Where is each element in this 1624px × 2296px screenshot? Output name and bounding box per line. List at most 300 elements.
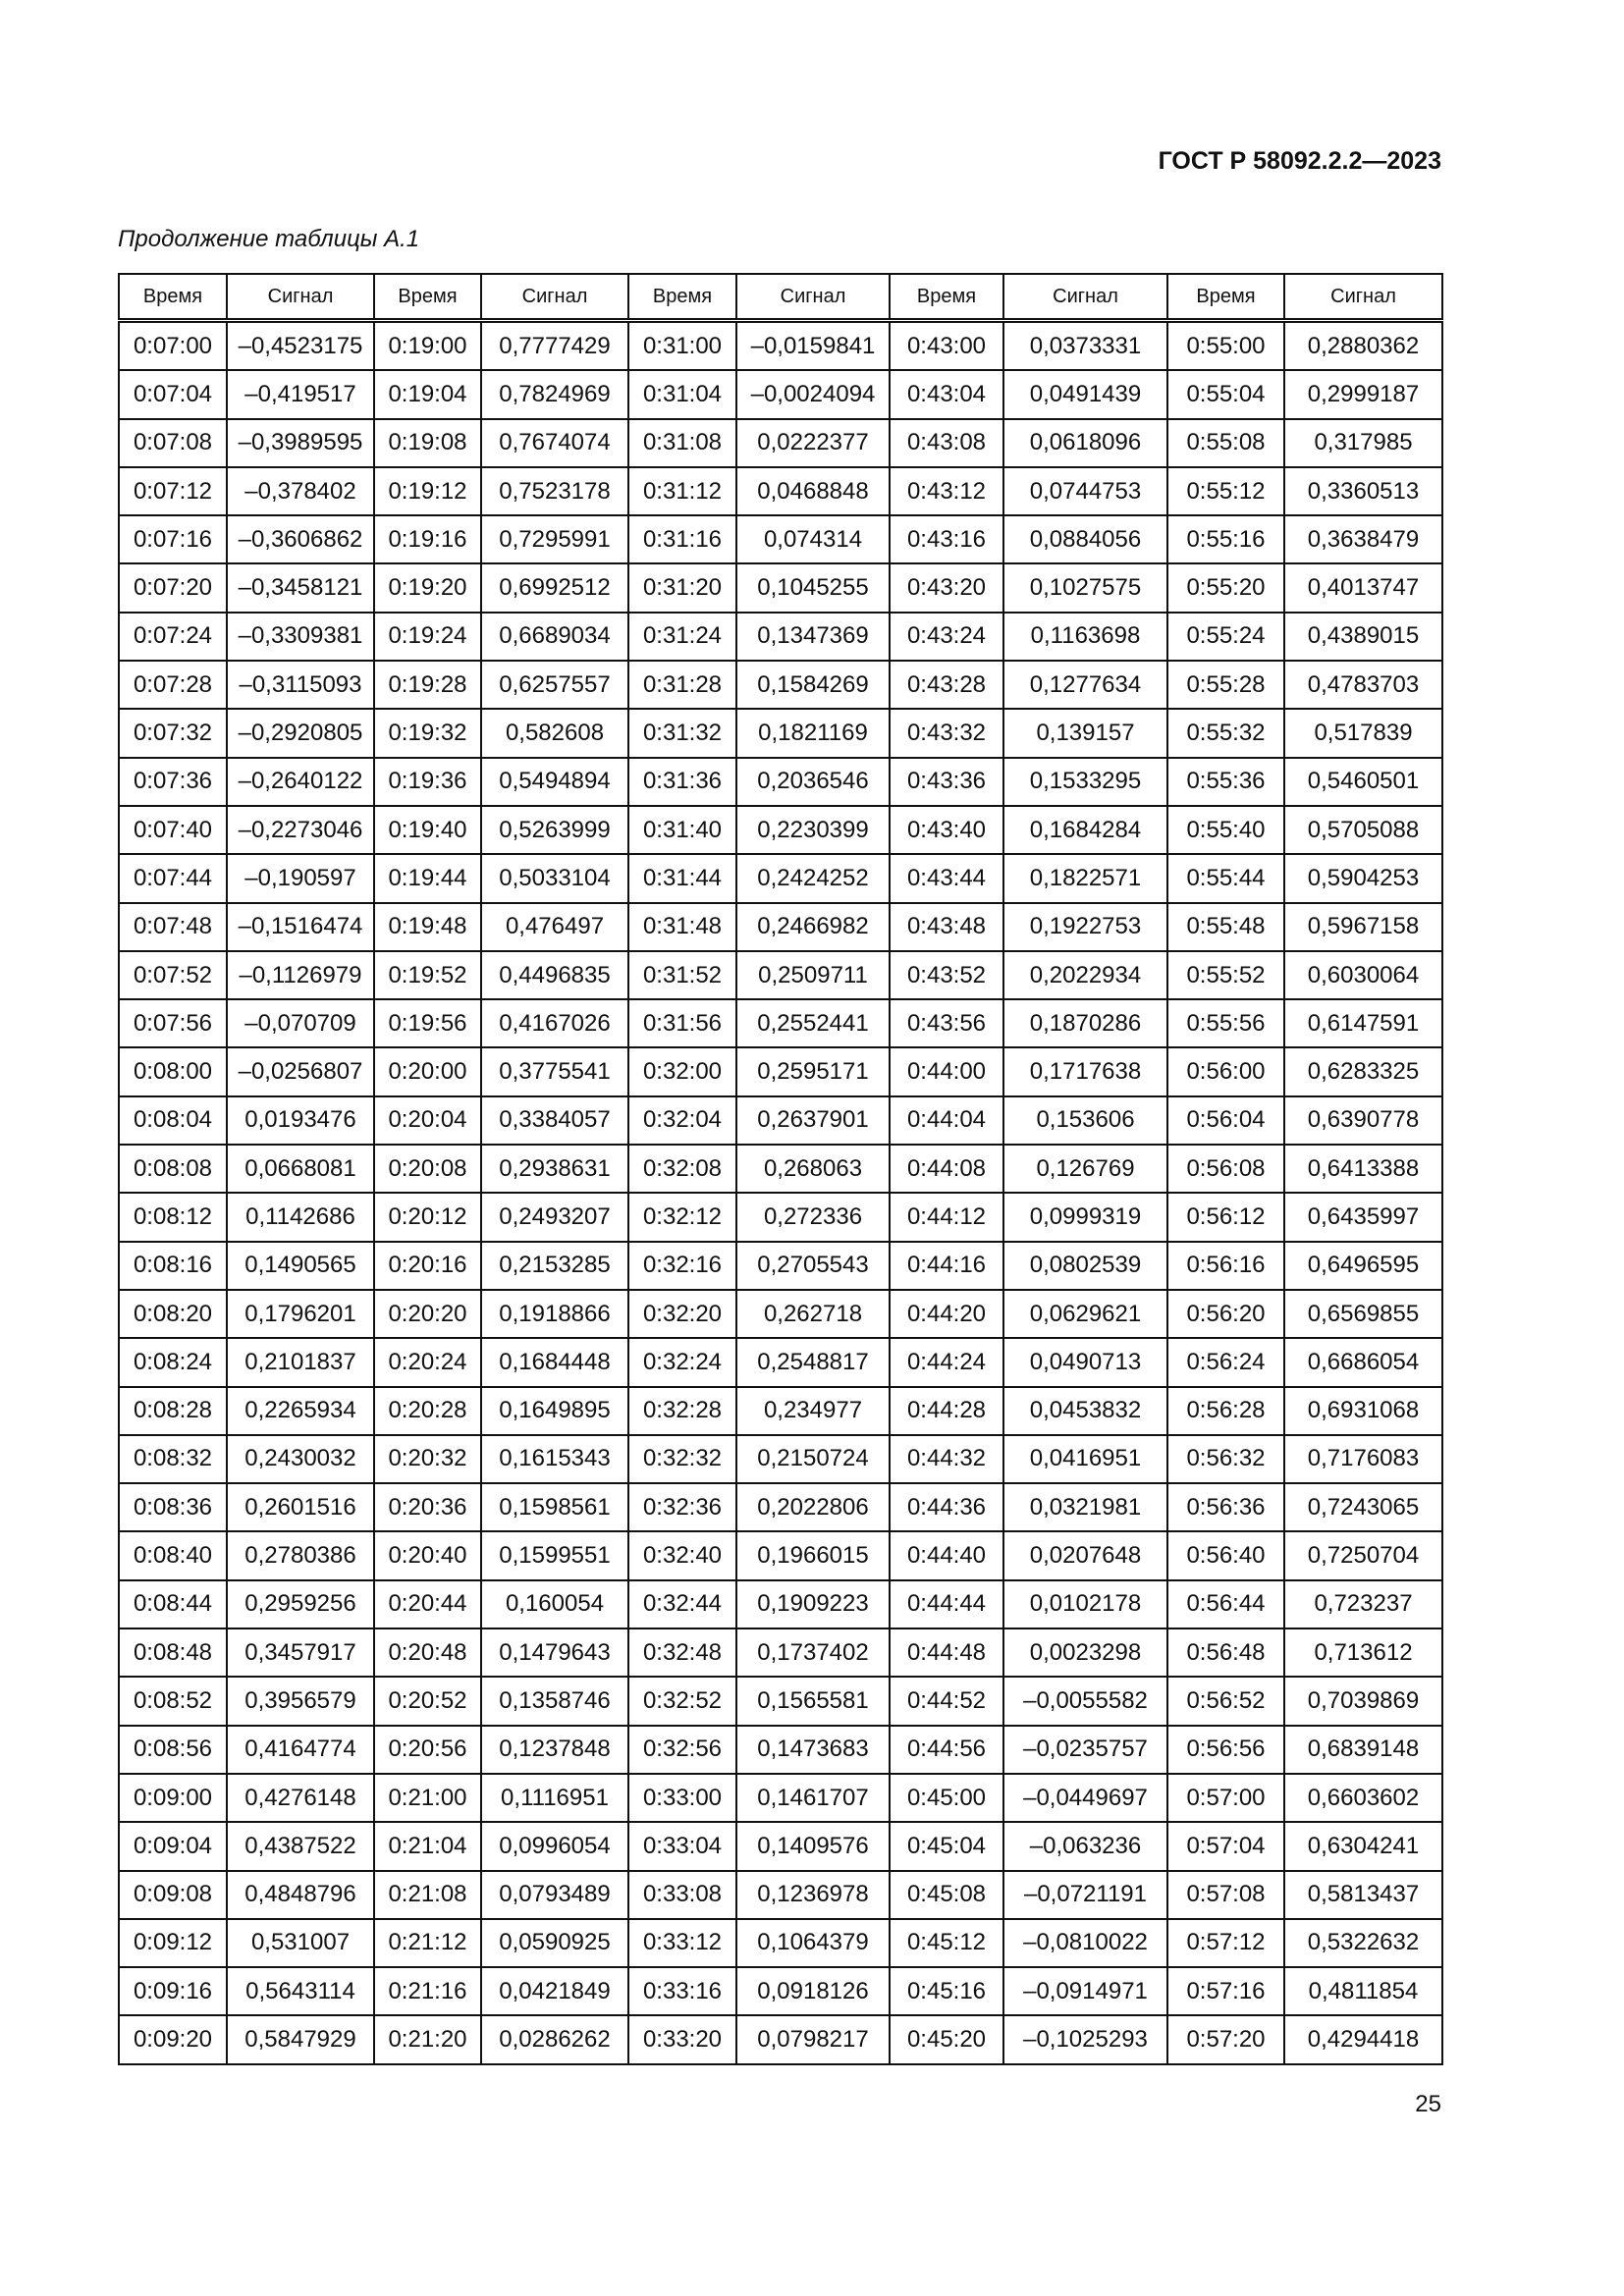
time-cell: 0:19:32 [374,709,481,757]
table-row [119,1435,1442,1483]
time-cell: 0:43:56 [890,999,1003,1047]
table-row [119,1242,1442,1290]
signal-cell: 0,1909223 [736,1580,890,1629]
table-row [119,1387,1442,1435]
time-cell: 0:31:04 [628,370,736,418]
time-cell: 0:45:04 [890,1822,1003,1870]
signal-cell: 0,0999319 [1003,1193,1167,1241]
time-cell: 0:07:48 [119,903,227,951]
signal-cell: –0,190597 [227,854,374,902]
column-header-time: Время [628,274,736,321]
signal-cell: 0,5813437 [1284,1871,1442,1919]
time-cell: 0:08:32 [119,1435,227,1483]
signal-cell: 0,3638479 [1284,515,1442,563]
signal-cell: 0,2466982 [736,903,890,951]
signal-cell: 0,7250704 [1284,1531,1442,1579]
signal-cell: 0,1737402 [736,1629,890,1677]
signal-cell: 0,0468848 [736,467,890,515]
time-cell: 0:56:44 [1167,1580,1284,1629]
time-cell: 0:20:36 [374,1483,481,1531]
signal-cell: 0,582608 [481,709,628,757]
time-cell: 0:55:16 [1167,515,1284,563]
time-cell: 0:57:04 [1167,1822,1284,1870]
signal-cell: –0,0810022 [1003,1919,1167,1967]
signal-cell: –0,0235757 [1003,1726,1167,1774]
time-cell: 0:33:08 [628,1871,736,1919]
time-cell: 0:19:08 [374,419,481,467]
time-cell: 0:44:36 [890,1483,1003,1531]
time-cell: 0:08:12 [119,1193,227,1241]
time-cell: 0:32:32 [628,1435,736,1483]
signal-cell: –0,070709 [227,999,374,1047]
time-cell: 0:55:04 [1167,370,1284,418]
signal-cell: –0,0256807 [227,1047,374,1095]
time-cell: 0:55:24 [1167,613,1284,661]
time-cell: 0:56:28 [1167,1387,1284,1435]
time-cell: 0:43:16 [890,515,1003,563]
time-cell: 0:44:56 [890,1726,1003,1774]
time-cell: 0:33:16 [628,1967,736,2015]
time-cell: 0:45:08 [890,1871,1003,1919]
time-cell: 0:31:24 [628,613,736,661]
time-cell: 0:32:24 [628,1338,736,1386]
table-row [119,758,1442,806]
time-cell: 0:57:16 [1167,1967,1284,2015]
signal-cell: 0,5263999 [481,806,628,854]
signal-cell: –0,1025293 [1003,2015,1167,2063]
signal-cell: 0,5967158 [1284,903,1442,951]
signal-cell: 0,1237848 [481,1726,628,1774]
time-cell: 0:09:20 [119,2015,227,2063]
signal-cell: 0,5643114 [227,1967,374,2015]
time-cell: 0:32:48 [628,1629,736,1677]
time-cell: 0:43:08 [890,419,1003,467]
time-cell: 0:56:52 [1167,1677,1284,1725]
signal-cell: –0,1126979 [227,951,374,999]
signal-cell: 0,7824969 [481,370,628,418]
signal-cell: 0,1684284 [1003,806,1167,854]
time-cell: 0:55:56 [1167,999,1284,1047]
time-cell: 0:19:04 [374,370,481,418]
time-cell: 0:56:32 [1167,1435,1284,1483]
signal-cell: 0,4167026 [481,999,628,1047]
table-row [119,370,1442,418]
table-row [119,1096,1442,1145]
time-cell: 0:08:40 [119,1531,227,1579]
time-cell: 0:20:32 [374,1435,481,1483]
signal-cell: 0,0102178 [1003,1580,1167,1629]
signal-cell: 0,0618096 [1003,419,1167,467]
time-cell: 0:19:48 [374,903,481,951]
column-header-time: Время [374,274,481,321]
time-cell: 0:07:32 [119,709,227,757]
signal-cell: 0,5322632 [1284,1919,1442,1967]
time-cell: 0:43:20 [890,563,1003,612]
time-cell: 0:57:20 [1167,2015,1284,2063]
signal-cell: 0,1822571 [1003,854,1167,902]
time-cell: 0:31:08 [628,419,736,467]
signal-cell: 0,262718 [736,1290,890,1338]
table-row [119,1047,1442,1095]
time-cell: 0:56:40 [1167,1531,1284,1579]
signal-cell: 0,2548817 [736,1338,890,1386]
table-row [119,1774,1442,1822]
time-cell: 0:09:08 [119,1871,227,1919]
signal-cell: 0,4783703 [1284,661,1442,709]
signal-cell: 0,2493207 [481,1193,628,1241]
time-cell: 0:43:44 [890,854,1003,902]
time-cell: 0:20:20 [374,1290,481,1338]
signal-cell: 0,4811854 [1284,1967,1442,2015]
signal-cell: 0,6413388 [1284,1145,1442,1193]
signal-cell: 0,1796201 [227,1290,374,1338]
signal-cell: 0,4496835 [481,951,628,999]
signal-cell: –0,063236 [1003,1822,1167,1870]
time-cell: 0:33:20 [628,2015,736,2063]
time-cell: 0:07:24 [119,613,227,661]
time-cell: 0:55:36 [1167,758,1284,806]
time-cell: 0:31:36 [628,758,736,806]
table-row [119,1580,1442,1629]
signal-cell: 0,1142686 [227,1193,374,1241]
signal-cell: 0,2230399 [736,806,890,854]
time-cell: 0:55:52 [1167,951,1284,999]
time-cell: 0:20:28 [374,1387,481,1435]
time-cell: 0:44:52 [890,1677,1003,1725]
time-cell: 0:56:24 [1167,1338,1284,1386]
table-row [119,1629,1442,1677]
signal-cell: 0,6390778 [1284,1096,1442,1145]
time-cell: 0:44:12 [890,1193,1003,1241]
time-cell: 0:07:00 [119,321,227,371]
time-cell: 0:07:44 [119,854,227,902]
time-cell: 0:20:52 [374,1677,481,1725]
table-row [119,1726,1442,1774]
time-cell: 0:09:04 [119,1822,227,1870]
time-cell: 0:08:04 [119,1096,227,1145]
table-row [119,321,1442,371]
signal-cell: 0,4848796 [227,1871,374,1919]
signal-cell: 0,2601516 [227,1483,374,1531]
time-cell: 0:32:36 [628,1483,736,1531]
signal-cell: 0,2036546 [736,758,890,806]
table-row [119,854,1442,902]
signal-cell: 0,6147591 [1284,999,1442,1047]
time-cell: 0:07:16 [119,515,227,563]
time-cell: 0:44:28 [890,1387,1003,1435]
time-cell: 0:44:44 [890,1580,1003,1629]
signal-cell: 0,0490713 [1003,1338,1167,1386]
time-cell: 0:20:44 [374,1580,481,1629]
signal-cell: –0,3458121 [227,563,374,612]
signal-cell: 0,0222377 [736,419,890,467]
signal-cell: 0,0884056 [1003,515,1167,563]
signal-cell: 0,6257557 [481,661,628,709]
time-cell: 0:43:12 [890,467,1003,515]
table-row [119,1871,1442,1919]
signal-cell: 0,160054 [481,1580,628,1629]
time-cell: 0:32:12 [628,1193,736,1241]
time-cell: 0:56:04 [1167,1096,1284,1145]
time-cell: 0:56:08 [1167,1145,1284,1193]
table-row [119,1290,1442,1338]
time-cell: 0:19:00 [374,321,481,371]
time-cell: 0:19:44 [374,854,481,902]
signal-cell: 0,5494894 [481,758,628,806]
time-cell: 0:31:28 [628,661,736,709]
time-cell: 0:33:00 [628,1774,736,1822]
time-cell: 0:44:20 [890,1290,1003,1338]
time-cell: 0:57:00 [1167,1774,1284,1822]
table-row [119,419,1442,467]
time-cell: 0:44:04 [890,1096,1003,1145]
signal-cell: 0,3457917 [227,1629,374,1677]
signal-cell: 0,2150724 [736,1435,890,1483]
column-header-time: Время [1167,274,1284,321]
standard-number: ГОСТ Р 58092.2.2—2023 [1158,147,1441,175]
signal-cell: 0,2101837 [227,1338,374,1386]
signal-cell: 0,5904253 [1284,854,1442,902]
table-row [119,1338,1442,1386]
time-cell: 0:07:20 [119,563,227,612]
signal-cell: 0,6569855 [1284,1290,1442,1338]
time-cell: 0:08:48 [119,1629,227,1677]
time-cell: 0:08:28 [119,1387,227,1435]
signal-cell: 0,1358746 [481,1677,628,1725]
signal-cell: 0,6030064 [1284,951,1442,999]
signal-cell: 0,3360513 [1284,467,1442,515]
time-cell: 0:45:12 [890,1919,1003,1967]
time-cell: 0:56:36 [1167,1483,1284,1531]
signal-cell: 0,2999187 [1284,370,1442,418]
time-cell: 0:56:48 [1167,1629,1284,1677]
signal-cell: 0,1584269 [736,661,890,709]
signal-cell: 0,2959256 [227,1580,374,1629]
time-cell: 0:20:16 [374,1242,481,1290]
signal-cell: –0,0914971 [1003,1967,1167,2015]
time-cell: 0:57:12 [1167,1919,1284,1967]
time-cell: 0:07:08 [119,419,227,467]
signal-cell: 0,139157 [1003,709,1167,757]
signal-cell: 0,1473683 [736,1726,890,1774]
signal-cell: 0,5460501 [1284,758,1442,806]
time-cell: 0:33:12 [628,1919,736,1967]
time-cell: 0:20:04 [374,1096,481,1145]
time-cell: 0:45:16 [890,1967,1003,2015]
signal-cell: 0,4276148 [227,1774,374,1822]
table-row [119,661,1442,709]
signal-cell: –0,0449697 [1003,1774,1167,1822]
time-cell: 0:21:00 [374,1774,481,1822]
signal-cell: 0,1163698 [1003,613,1167,661]
column-header-signal: Сигнал [227,274,374,321]
signal-cell: 0,2153285 [481,1242,628,1290]
signal-table [118,273,1443,2065]
time-cell: 0:31:44 [628,854,736,902]
time-cell: 0:31:48 [628,903,736,951]
time-cell: 0:20:00 [374,1047,481,1095]
time-cell: 0:44:32 [890,1435,1003,1483]
time-cell: 0:55:08 [1167,419,1284,467]
signal-cell: 0,1717638 [1003,1047,1167,1095]
time-cell: 0:55:44 [1167,854,1284,902]
column-header-signal: Сигнал [1284,274,1442,321]
time-cell: 0:43:28 [890,661,1003,709]
time-cell: 0:43:48 [890,903,1003,951]
signal-cell: 0,6689034 [481,613,628,661]
signal-cell: –0,0055582 [1003,1677,1167,1725]
time-cell: 0:56:56 [1167,1726,1284,1774]
signal-cell: –0,419517 [227,370,374,418]
signal-cell: 0,517839 [1284,709,1442,757]
signal-cell: 0,1347369 [736,613,890,661]
time-cell: 0:57:08 [1167,1871,1284,1919]
time-cell: 0:21:20 [374,2015,481,2063]
time-cell: 0:32:40 [628,1531,736,1579]
time-cell: 0:08:52 [119,1677,227,1725]
signal-cell: 0,0996054 [481,1822,628,1870]
time-cell: 0:19:52 [374,951,481,999]
signal-cell: –0,3115093 [227,661,374,709]
time-cell: 0:32:04 [628,1096,736,1145]
signal-cell: –0,0159841 [736,321,890,371]
signal-cell: 0,1870286 [1003,999,1167,1047]
signal-cell: 0,1918866 [481,1290,628,1338]
table-row [119,2015,1442,2063]
time-cell: 0:20:56 [374,1726,481,1774]
signal-cell: 0,3775541 [481,1047,628,1095]
time-cell: 0:31:12 [628,467,736,515]
signal-cell: 0,234977 [736,1387,890,1435]
time-cell: 0:20:08 [374,1145,481,1193]
time-cell: 0:32:00 [628,1047,736,1095]
time-cell: 0:43:52 [890,951,1003,999]
time-cell: 0:21:16 [374,1967,481,2015]
signal-cell: 0,1409576 [736,1822,890,1870]
signal-cell: 0,126769 [1003,1145,1167,1193]
time-cell: 0:55:48 [1167,903,1284,951]
signal-cell: 0,153606 [1003,1096,1167,1145]
column-header-signal: Сигнал [1003,274,1167,321]
table-row [119,1919,1442,1967]
signal-cell: 0,6304241 [1284,1822,1442,1870]
time-cell: 0:31:40 [628,806,736,854]
time-cell: 0:07:04 [119,370,227,418]
signal-cell: 0,0802539 [1003,1242,1167,1290]
signal-cell: 0,1615343 [481,1435,628,1483]
signal-cell: 0,5847929 [227,2015,374,2063]
time-cell: 0:20:40 [374,1531,481,1579]
time-cell: 0:08:44 [119,1580,227,1629]
signal-cell: 0,0453832 [1003,1387,1167,1435]
time-cell: 0:19:16 [374,515,481,563]
time-cell: 0:08:20 [119,1290,227,1338]
signal-cell: 0,0207648 [1003,1531,1167,1579]
signal-cell: 0,1533295 [1003,758,1167,806]
signal-cell: 0,2780386 [227,1531,374,1579]
signal-cell: 0,2022806 [736,1483,890,1531]
time-cell: 0:43:32 [890,709,1003,757]
signal-cell: 0,723237 [1284,1580,1442,1629]
signal-cell: –0,1516474 [227,903,374,951]
signal-cell: 0,0668081 [227,1145,374,1193]
time-cell: 0:21:12 [374,1919,481,1967]
time-cell: 0:44:16 [890,1242,1003,1290]
time-cell: 0:32:08 [628,1145,736,1193]
signal-cell: –0,3606862 [227,515,374,563]
time-cell: 0:07:12 [119,467,227,515]
time-cell: 0:31:20 [628,563,736,612]
table-row [119,806,1442,854]
signal-cell: 0,1684448 [481,1338,628,1386]
signal-cell: 0,317985 [1284,419,1442,467]
table-row [119,1531,1442,1579]
signal-cell: 0,4389015 [1284,613,1442,661]
table-row [119,951,1442,999]
signal-cell: 0,0629621 [1003,1290,1167,1338]
signal-cell: 0,1461707 [736,1774,890,1822]
signal-cell: 0,3384057 [481,1096,628,1145]
time-cell: 0:08:36 [119,1483,227,1531]
signal-cell: 0,074314 [736,515,890,563]
signal-cell: 0,1116951 [481,1774,628,1822]
signal-cell: 0,7523178 [481,467,628,515]
time-cell: 0:55:20 [1167,563,1284,612]
signal-cell: 0,7243065 [1284,1483,1442,1531]
signal-cell: 0,1598561 [481,1483,628,1531]
time-cell: 0:32:16 [628,1242,736,1290]
table-row [119,709,1442,757]
time-cell: 0:55:32 [1167,709,1284,757]
signal-cell: 0,1490565 [227,1242,374,1290]
signal-cell: 0,1821169 [736,709,890,757]
table-row [119,1822,1442,1870]
signal-cell: 0,1649895 [481,1387,628,1435]
signal-cell: 0,6992512 [481,563,628,612]
signal-cell: 0,2637901 [736,1096,890,1145]
time-cell: 0:20:12 [374,1193,481,1241]
signal-cell: 0,5705088 [1284,806,1442,854]
signal-cell: –0,3309381 [227,613,374,661]
time-cell: 0:32:56 [628,1726,736,1774]
time-cell: 0:44:00 [890,1047,1003,1095]
signal-cell: 0,1045255 [736,563,890,612]
table-row [119,999,1442,1047]
signal-cell: 0,2430032 [227,1435,374,1483]
signal-cell: 0,2880362 [1284,321,1442,371]
time-cell: 0:32:28 [628,1387,736,1435]
table-row [119,515,1442,563]
time-cell: 0:31:32 [628,709,736,757]
time-cell: 0:32:20 [628,1290,736,1338]
signal-cell: 0,4013747 [1284,563,1442,612]
signal-cell: 0,6931068 [1284,1387,1442,1435]
time-cell: 0:55:40 [1167,806,1284,854]
time-cell: 0:31:00 [628,321,736,371]
signal-cell: 0,1236978 [736,1871,890,1919]
column-header-signal: Сигнал [481,274,628,321]
table-row [119,1483,1442,1531]
table-row [119,1677,1442,1725]
signal-cell: –0,4523175 [227,321,374,371]
signal-cell: 0,272336 [736,1193,890,1241]
time-cell: 0:08:16 [119,1242,227,1290]
signal-cell: 0,2022934 [1003,951,1167,999]
signal-cell: 0,0491439 [1003,370,1167,418]
column-header-signal: Сигнал [736,274,890,321]
time-cell: 0:20:24 [374,1338,481,1386]
time-cell: 0:56:16 [1167,1242,1284,1290]
